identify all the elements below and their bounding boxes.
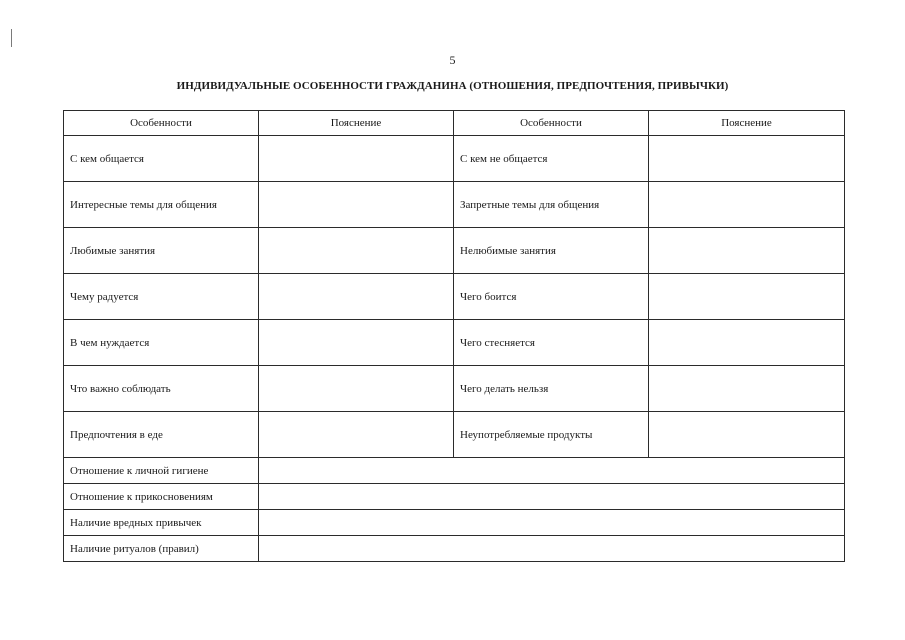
- feature-label: Что важно соблюдать: [64, 366, 259, 412]
- explanation-cell[interactable]: [259, 412, 454, 458]
- table-row: [64, 366, 845, 412]
- table-row: [64, 536, 845, 562]
- explanation-cell[interactable]: [259, 320, 454, 366]
- explanation-cell[interactable]: [649, 366, 845, 412]
- feature-label: Наличие вредных привычек: [64, 510, 259, 536]
- feature-label: Предпочтения в еде: [64, 412, 259, 458]
- explanation-cell-wide[interactable]: [259, 536, 845, 562]
- table-row: [64, 484, 845, 510]
- table-row: [64, 458, 845, 484]
- explanation-cell-wide[interactable]: [259, 484, 845, 510]
- explanation-cell[interactable]: [649, 320, 845, 366]
- feature-label: С кем общается: [64, 136, 259, 182]
- explanation-cell-wide[interactable]: [259, 458, 845, 484]
- explanation-cell[interactable]: [649, 412, 845, 458]
- header-features-right: Особенности: [454, 111, 649, 136]
- feature-label: Отношение к личной гигиене: [64, 458, 259, 484]
- feature-label: С кем не общается: [454, 136, 649, 182]
- explanation-cell[interactable]: [259, 274, 454, 320]
- feature-label: Неупотребляемые продукты: [454, 412, 649, 458]
- explanation-cell[interactable]: [649, 228, 845, 274]
- feature-label: Чего стесняется: [454, 320, 649, 366]
- explanation-cell[interactable]: [649, 182, 845, 228]
- feature-label: Чему радуется: [64, 274, 259, 320]
- feature-label: Интересные темы для общения: [64, 182, 259, 228]
- explanation-cell[interactable]: [649, 136, 845, 182]
- table-row: [64, 510, 845, 536]
- header-features-left: Особенности: [64, 111, 259, 136]
- explanation-cell-wide[interactable]: [259, 510, 845, 536]
- explanation-cell[interactable]: [259, 136, 454, 182]
- feature-label: Запретные темы для общения: [454, 182, 649, 228]
- table-row: [64, 182, 845, 228]
- table-row: [64, 320, 845, 366]
- document-title: ИНДИВИДУАЛЬНЫЕ ОСОБЕННОСТИ ГРАЖДАНИНА (ОТНОШЕНИЯ, ПРЕДПОЧТЕНИЯ, ПРИВЫЧКИ): [176, 80, 729, 92]
- explanation-cell[interactable]: [259, 366, 454, 412]
- explanation-cell[interactable]: [259, 182, 454, 228]
- feature-label: Чего делать нельзя: [454, 366, 649, 412]
- table-row: [64, 136, 845, 182]
- table-row: [64, 274, 845, 320]
- table-row: [64, 228, 845, 274]
- explanation-cell[interactable]: [649, 274, 845, 320]
- feature-label: Наличие ритуалов (правил): [64, 536, 259, 562]
- header-explanation-left: Пояснение: [259, 111, 454, 136]
- table-row: [64, 412, 845, 458]
- feature-label: Нелюбимые занятия: [454, 228, 649, 274]
- feature-label: Чего боится: [454, 274, 649, 320]
- feature-label: Отношение к прикосновениям: [64, 484, 259, 510]
- header-explanation-right: Пояснение: [649, 111, 845, 136]
- feature-label: Любимые занятия: [64, 228, 259, 274]
- table-header-row: [64, 111, 845, 136]
- margin-binding-mark: [11, 29, 12, 47]
- page-number: 5: [449, 53, 456, 67]
- explanation-cell[interactable]: [259, 228, 454, 274]
- characteristics-table: [63, 110, 845, 562]
- feature-label: В чем нуждается: [64, 320, 259, 366]
